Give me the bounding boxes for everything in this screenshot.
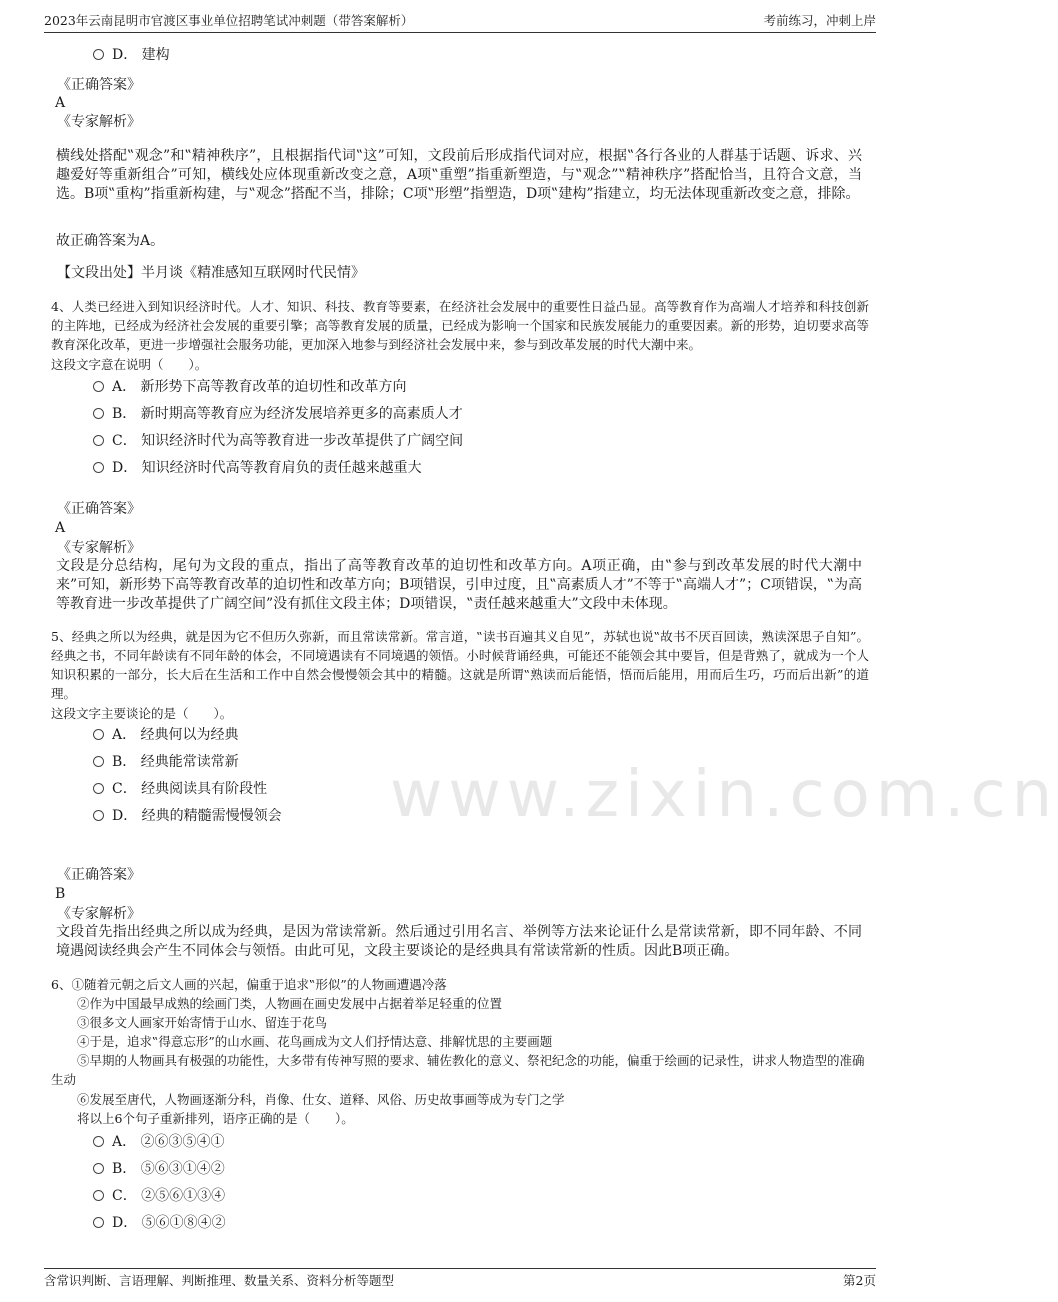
q5-analysis-label: 《专家解析》 bbox=[57, 906, 141, 922]
q6-sentence-2: ②作为中国最早成熟的绘画门类，人物画在画史发展中占据着举足轻重的位置 bbox=[77, 996, 503, 1011]
q5-option-d[interactable]: D． 经典的精髓需慢慢领会 bbox=[93, 807, 282, 825]
q3-analysis-label: 《专家解析》 bbox=[57, 114, 141, 130]
q5-question: 这段文字主要谈论的是（ ）。 bbox=[51, 706, 233, 721]
q3-answer-label: 《正确答案》 bbox=[57, 77, 141, 93]
q3-option-d[interactable]: D． 建构 bbox=[93, 46, 170, 64]
radio-icon[interactable] bbox=[93, 462, 104, 473]
q5-option-c[interactable]: C． 经典阅读具有阶段性 bbox=[93, 780, 267, 798]
radio-icon[interactable] bbox=[93, 381, 104, 392]
q3-conclusion: 故正确答案为A。 bbox=[56, 233, 165, 249]
q6-option-b[interactable]: B． ⑤⑥③①④② bbox=[93, 1160, 225, 1178]
q5-analysis: 文段首先指出经典之所以成为经典，是因为常读常新。然后通过引用名言、举例等方法来论证什么是常读常新，即不同年龄、不同境遇阅读经典会产生不同体会与领悟。由此可见，文段主要谈论的是经典具有常读常新的性质。因此B项正确。 bbox=[56, 924, 862, 959]
q4-question: 这段文字意在说明（ ）。 bbox=[51, 357, 208, 372]
radio-icon[interactable] bbox=[93, 49, 104, 60]
q4-stem: 4、人类已经进入到知识经济时代。人才、知识、科技、教育等要素，在经济社会发展中的重要性日益凸显。高等教育作为高端人才培养和科技创新的主阵地，已经成为经济社会发展的重要引擎；高等教育发展的质量，已经成为影响一个国家和民族发展能力的重要因素。新的形势，迫切要求高等教育深化改革，更进一步增强社会服务功能，更加深入地参与到经济社会发展中来，参与到改革发展的时代大潮中来。 bbox=[51, 299, 869, 352]
document-title: 2023年云南昆明市官渡区事业单位招聘笔试冲刺题（带答案解析） bbox=[44, 13, 414, 28]
q3-source: 【文段出处】半月谈《精准感知互联网时代民情》 bbox=[57, 265, 365, 281]
radio-icon[interactable] bbox=[93, 1217, 104, 1228]
q4-answer-label: 《正确答案》 bbox=[57, 501, 141, 517]
radio-icon[interactable] bbox=[93, 408, 104, 419]
radio-icon[interactable] bbox=[93, 1190, 104, 1201]
q4-option-b[interactable]: B． 新时期高等教育应为经济发展培养更多的高素质人才 bbox=[93, 405, 463, 423]
page-footer bbox=[44, 1268, 876, 1293]
q4-analysis-label: 《专家解析》 bbox=[57, 540, 141, 556]
page-header bbox=[44, 10, 876, 33]
radio-icon[interactable] bbox=[93, 729, 104, 740]
q5-answer: B bbox=[55, 886, 66, 902]
radio-icon[interactable] bbox=[93, 1163, 104, 1174]
watermark-text: www.zixin.com.cn bbox=[390, 758, 1058, 832]
q5-option-a[interactable]: A． 经典何以为经典 bbox=[93, 726, 239, 744]
footer-subjects: 含常识判断、言语理解、判断推理、数量关系、资料分析等题型 bbox=[44, 1273, 395, 1288]
q4-analysis: 文段是分总结构，尾句为文段的重点，指出了高等教育改革的迫切性和改革方向。A项正确，由‟参与到改革发展的时代大潮中来”可知，新形势下高等教育改革的迫切性和改革方向；B项错误，引申过度，且‟高素质人才”不等于‟高端人才”；C项错误，‟为高等教育进一步改革提供了广阔空间”没有抓住文段主体；D项错误，‟责任越来越重大”文段中未体现。 bbox=[56, 558, 862, 612]
radio-icon[interactable] bbox=[93, 810, 104, 821]
radio-icon[interactable] bbox=[93, 783, 104, 794]
q6-sentence-5: ⑤早期的人物画具有极强的功能性，大多带有传神写照的要求、辅佐教化的意义、祭祀纪念的功能，偏重于绘画的记录性，讲求人物造型的准确生动 bbox=[51, 1053, 865, 1088]
q6-option-a[interactable]: A． ②⑥③⑤④① bbox=[93, 1133, 225, 1151]
q4-option-c[interactable]: C． 知识经济时代为高等教育进一步改革提供了广阔空间 bbox=[93, 432, 463, 450]
radio-icon[interactable] bbox=[93, 1136, 104, 1147]
q4-answer: A bbox=[55, 520, 66, 536]
page-number: 第2页 bbox=[843, 1273, 876, 1288]
q6-option-d[interactable]: D． ⑤⑥①⑧④② bbox=[93, 1214, 226, 1232]
q6-question: 将以上6个句子重新排列，语序正确的是（ ）。 bbox=[77, 1111, 354, 1126]
q5-option-b[interactable]: B． 经典能常读常新 bbox=[93, 753, 239, 771]
q6-sentence-6: ⑥发展至唐代，人物画逐渐分科，肖像、仕女、道释、风俗、历史故事画等成为专门之学 bbox=[77, 1092, 565, 1107]
q4-option-a[interactable]: A． 新形势下高等教育改革的迫切性和改革方向 bbox=[93, 378, 407, 396]
q6-sentence-3: ③很多文人画家开始寄情于山水、留连于花鸟 bbox=[77, 1015, 328, 1030]
q3-analysis: 横线处搭配‟观念”和‟精神秩序”，且根据指代词‟这”可知，文段前后形成指代词对应，根据‟各行各业的人群基于话题、诉求、兴趣爱好等重新组合”可知，横线处应体现重新改变之意，A项‟重塑”指重新塑造，与‟观念”‟精神秩序”搭配恰当，且符合文意，当选。B项‟重构”指重新构建，与‟观念”搭配不当，排除；C项‟形塑”指塑造，D项‟建构”指建立，均无法体现重新改变之意，排除。 bbox=[56, 148, 862, 202]
q5-answer-label: 《正确答案》 bbox=[57, 867, 141, 883]
q6-sentence-1: 6、①随着元朝之后文人画的兴起，偏重于追求‟形似”的人物画遭遇冷落 bbox=[51, 977, 447, 992]
q4-option-d[interactable]: D． 知识经济时代高等教育肩负的责任越来越重大 bbox=[93, 459, 422, 477]
q3-answer: A bbox=[55, 95, 66, 111]
q6-option-c[interactable]: C． ②⑤⑥①③④ bbox=[93, 1187, 225, 1205]
q6-sentence-4: ④于是，追求‟得意忘形”的山水画、花鸟画成为文人们抒情达意、排解忧思的主要画题 bbox=[77, 1034, 553, 1049]
radio-icon[interactable] bbox=[93, 435, 104, 446]
header-slogan: 考前练习，冲刺上岸 bbox=[763, 13, 876, 28]
q5-stem: 5、经典之所以为经典，就是因为它不但历久弥新，而且常读常新。常言道，‟读书百遍其义自见”，苏轼也说‟故书不厌百回读，熟读深思子自知”。经典之书，不同年龄读有不同年龄的体会，不同境遇读有不同境遇的领悟。小时候背诵经典，可能还不能领会其中要旨，但是背熟了，就成为一个人知识积累的一部分，长大后在生活和工作中自然会慢慢领会其中的精髓。这就是所谓‟熟读而后能悟，悟而后能用，用而后生巧，巧而后出新”的道理。 bbox=[51, 629, 869, 701]
radio-icon[interactable] bbox=[93, 756, 104, 767]
